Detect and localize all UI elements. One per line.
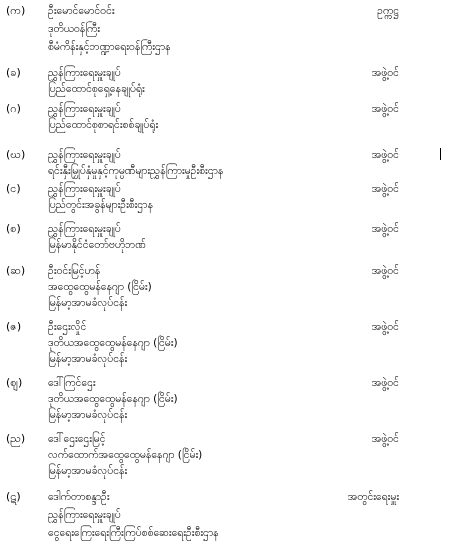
entry-department: ငွေရေးကြေးရေးကြီးကြပ်စစ်ဆေးရေးဦးစီးဌာန (48, 527, 219, 539)
entry-role: အဖွဲ့ဝင် (371, 223, 399, 235)
entry-department: မြန်မာ့အာမခံလုပ်ငန်း (48, 297, 128, 309)
text-cursor-mark (440, 148, 441, 160)
entry-number: (ဇ) (6, 320, 22, 333)
entry-role: အဖွဲ့ဝင် (371, 183, 399, 195)
entry-name: ဒေါက်တာစန္ဒာဦး (48, 491, 110, 503)
entry-role: အဖွဲ့ဝင် (371, 149, 399, 161)
entry-number: (ဋ) (6, 490, 21, 503)
entry-name: ဦးဌေးလှိုင် (48, 321, 87, 333)
entry-role: အဖွဲ့ဝင် (371, 103, 399, 115)
entry-role: အတွင်းရေးမှူး (347, 491, 399, 503)
entry-title: ညွှန်ကြားရေးမှူးချုပ် (48, 103, 121, 115)
entry-number: (က) (6, 4, 26, 17)
entry-title: ဒုတိယအထွေထွေမန်နေဂျာ (ငြိမ်း) (48, 337, 178, 349)
entry-role: အဖွဲ့ဝင် (371, 67, 399, 79)
entry-number: (ဂ) (6, 102, 21, 115)
entry-number: (ဈ) (6, 376, 23, 389)
entry-number: (ဆ) (6, 264, 26, 277)
entry-name: ဒေါ်ကြင်ဌေး (48, 377, 96, 389)
entry-title: လက်ထောက်အထွေထွေမန်နေဂျာ (ငြိမ်း) (48, 449, 203, 461)
entry-name: ဦးဝင်းမြင့်ဟန် (48, 265, 101, 277)
entry-number: (ည) (6, 432, 26, 445)
entry-role: အဖွဲ့ဝင် (371, 433, 399, 445)
entry-title: ညွှန်ကြားရေးမှူးချုပ် (48, 223, 121, 235)
entry-title: ညွှန်ကြားရေးမှူးချုပ် (48, 67, 121, 79)
entry-title: အထွေထွေမန်နေဂျာ (ငြိမ်း) (48, 281, 152, 293)
entry-department: မြန်မာ့အာမခံလုပ်ငန်း (48, 353, 128, 365)
entry-department: ပြည်ထောင်စုစာရင်းစစ်ချုပ်ရုံး (48, 119, 159, 131)
entry-title: ညွှန်ကြားရေးမှူးချုပ် (48, 183, 121, 195)
entry-department: မြန်မာ့အာမခံလုပ်ငန်း (48, 465, 128, 477)
entry-role: အဖွဲ့ဝင် (371, 377, 399, 389)
entry-department: မြန်မာနိုင်ငံတော်ဗဟိုဘဏ် (48, 239, 146, 251)
entry-department: ပြည်ထောင်စုရှေ့နေချုပ်ရုံး (48, 83, 145, 95)
entry-name: ဒေါ်ဌေးဌေးမြင့် (48, 433, 106, 445)
entry-number: (စ) (6, 222, 21, 235)
entry-department: မြန်မာ့အာမခံလုပ်ငန်း (48, 409, 128, 421)
entry-role: ဥက္ကဋ္ဌ (377, 5, 399, 17)
entry-number: (ခ) (6, 66, 21, 79)
entry-department: ပြည်တွင်းအခွန်များဦးစီးဌာန (48, 199, 153, 211)
entry-title: ညွှန်ကြားရေးမှူးချုပ် (48, 509, 121, 521)
entry-role: အဖွဲ့ဝင် (371, 265, 399, 277)
entry-title: ဒုတိယဝန်ကြီး (48, 23, 100, 35)
entry-number: (င) (6, 182, 21, 195)
entry-department: ရင်းနှီးမြှုပ်နှံမှုနှင့်ကုမ္ပဏီများညွှန်ကြားမှုဦးစီးဌာန (48, 165, 224, 177)
entry-department: စီမံကိန်းနှင့်ဘဏ္ဍာရေးဝန်ကြီးဌာန (48, 41, 171, 53)
entry-role: အဖွဲ့ဝင် (371, 321, 399, 333)
entry-number: (ဃ) (6, 148, 26, 161)
entry-name: ဦးမောင်မောင်ဝင်း (48, 5, 115, 17)
entry-title: ညွှန်ကြားရေးမှူးချုပ် (48, 149, 121, 161)
entry-title: ဒုတိယအထွေထွေမန်နေဂျာ (ငြိမ်း) (48, 393, 178, 405)
